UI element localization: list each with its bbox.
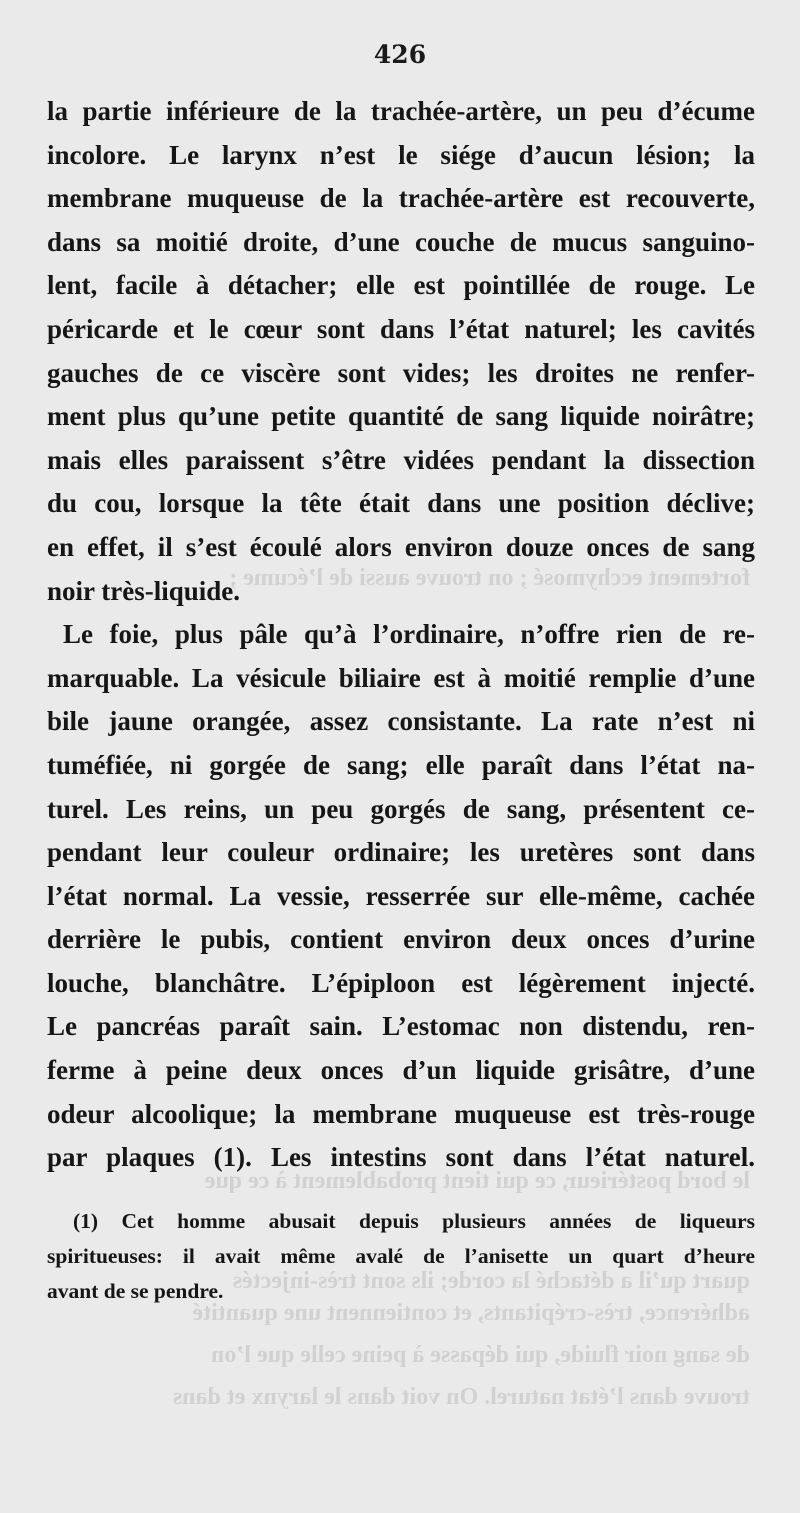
text-line: dans sa moitié droite, d’une couche de mucus sanguino- — [47, 226, 755, 257]
text-line: du cou, lorsque la tête était dans une position déclive; — [47, 488, 755, 519]
footnote-line: avant de se pendre. — [47, 1279, 224, 1303]
text-line: pendant leur couleur ordinaire; les uretères sont dans — [47, 837, 755, 868]
text-line: ment plus qu’une petite quantité de sang liquide noirâtre; — [47, 401, 755, 432]
footnote-line: spiritueuses: il avait même avalé de l’anisette un quart d’heure — [47, 1244, 755, 1268]
show-through-text: de sang noir fluide, qui dépasse à peine celle que l’on — [211, 1342, 750, 1368]
show-through-text: le bord postérieur, ce qui tient probablement à ce que — [204, 1168, 750, 1194]
text-line: ferme à peine deux onces d’un liquide grisâtre, d’une — [47, 1055, 755, 1086]
show-through-text: quart qu’il a détaché la corde; ils sont très-injectés — [232, 1268, 750, 1294]
text-line: turel. Les reins, un peu gorgés de sang, présentent ce- — [47, 793, 755, 824]
show-through-text: trouve dans l’état naturel. On voit dans le larynx et dans — [172, 1384, 750, 1410]
text-line: odeur alcoolique; la membrane muqueuse est très-rouge — [47, 1098, 755, 1129]
text-line: Le pancréas paraît sain. L’estomac non distendu, ren- — [47, 1011, 755, 1042]
footnote — [47, 1204, 755, 1309]
text-line: bile jaune orangée, assez consistante. La rate n’est ni — [47, 706, 755, 737]
text-line: tuméfiée, ni gorgée de sang; elle paraît dans l’état na- — [47, 749, 755, 780]
page-number: 426 — [373, 40, 427, 69]
text-line: louche, blanchâtre. L’épiploon est légèrement injecté. — [47, 967, 755, 998]
text-line: en effet, il s’est écoulé alors environ douze onces de sang — [47, 531, 755, 562]
text-line: la partie inférieure de la trachée-artère, un peu d’écume — [47, 96, 755, 126]
text-line: l’état normal. La vessie, resserrée sur elle-même, cachée — [47, 880, 755, 911]
text-line: mais elles paraissent s’être vidées pendant la dissection — [47, 444, 755, 475]
text-line: marquable. La vésicule biliaire est à moitié remplie d’une — [47, 662, 755, 693]
footnote-line: (1) Cet homme abusait depuis plusieurs années de liqueurs — [73, 1209, 755, 1233]
text-line: membrane muqueuse de la trachée-artère est recouverte, — [47, 183, 755, 214]
show-through-text: fortement ecchymosé ; on trouve aussi de l’écume ; — [229, 565, 750, 591]
text-line: par plaques (1). Les intestins sont dans l’état naturel. — [47, 1142, 755, 1173]
main-text — [47, 90, 755, 1180]
text-line: Le foie, plus pâle qu’à l’ordinaire, n’offre rien de re- — [63, 619, 755, 650]
text-line: péricarde et le cœur sont dans l’état naturel; les cavités — [47, 313, 755, 344]
text-line: incolore. Le larynx n’est le siége d’aucun lésion; la — [47, 139, 755, 170]
show-through-text: adhérence, très-crépitants, et contiennent une quantité — [192, 1300, 750, 1326]
text-line: noir très-liquide. — [47, 575, 241, 606]
text-line: derrière le pubis, contient environ deux onces d’urine — [47, 924, 755, 955]
text-line: gauches de ce viscère sont vides; les droites ne renfer- — [47, 357, 755, 388]
text-line: lent, facile à détacher; elle est pointillée de rouge. Le — [47, 270, 755, 301]
